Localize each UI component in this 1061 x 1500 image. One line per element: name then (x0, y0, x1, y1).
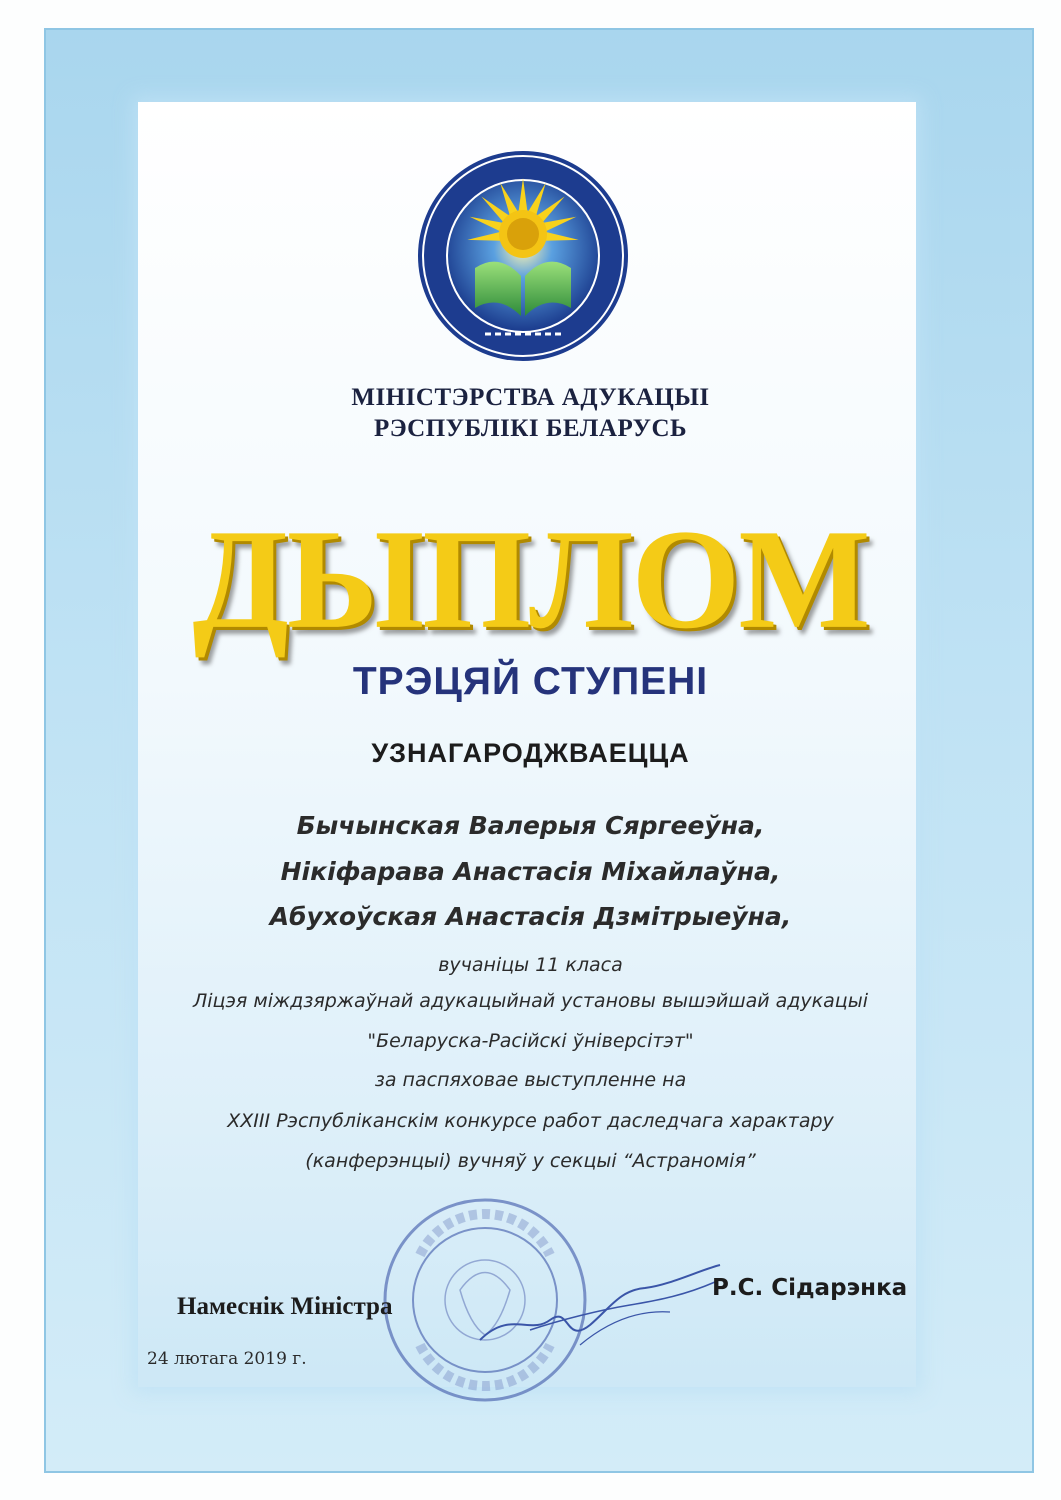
ministry-emblem-icon (415, 148, 631, 364)
signatory-position: Намеснік Міністра (177, 1293, 393, 1320)
body-text-line: за паспяховае выступленне на (374, 1069, 687, 1091)
awarded-label: УЗНАГАРОДЖВАЕЦЦА (371, 738, 690, 768)
issue-date: 24 лютага 2019 г. (147, 1349, 307, 1369)
signatory-name: Р.С. Сідарэнка (712, 1275, 908, 1301)
recipient-name: Нікіфарава Анастасія Міхайлаўна, (280, 857, 781, 886)
handwritten-signature (470, 1250, 730, 1360)
recipient-name: Бычынская Валерыя Сяргееўна, (296, 811, 765, 840)
body-text-line: XXIII Рэспубліканскім конкурсе работ даследчага характару (227, 1110, 834, 1132)
body-text-line: "Беларуска-Расійскі ўніверсітэт" (367, 1030, 694, 1052)
diploma-degree: ТРЭЦЯЙ СТУПЕНІ (352, 660, 709, 703)
ministry-name-line2: РЭСПУБЛІКІ БЕЛАРУСЬ (373, 415, 688, 442)
diploma-title: ДЫПЛОМ (192, 500, 869, 659)
body-text-line: вучаніцы 11 класа (438, 954, 623, 976)
ministry-name-line1: МІНІСТЭРСТВА АДУКАЦЫІ (351, 384, 710, 411)
body-text-line: (канферэнцыі) вучняў у секцыі “Астраномія” (305, 1150, 756, 1172)
recipient-name: Абухоўская Анастасія Дзмітрыеўна, (269, 902, 792, 931)
body-text-line: Ліцэя міждзяржаўнай адукацыйнай установы вышэйшай адукацыі (192, 990, 868, 1012)
